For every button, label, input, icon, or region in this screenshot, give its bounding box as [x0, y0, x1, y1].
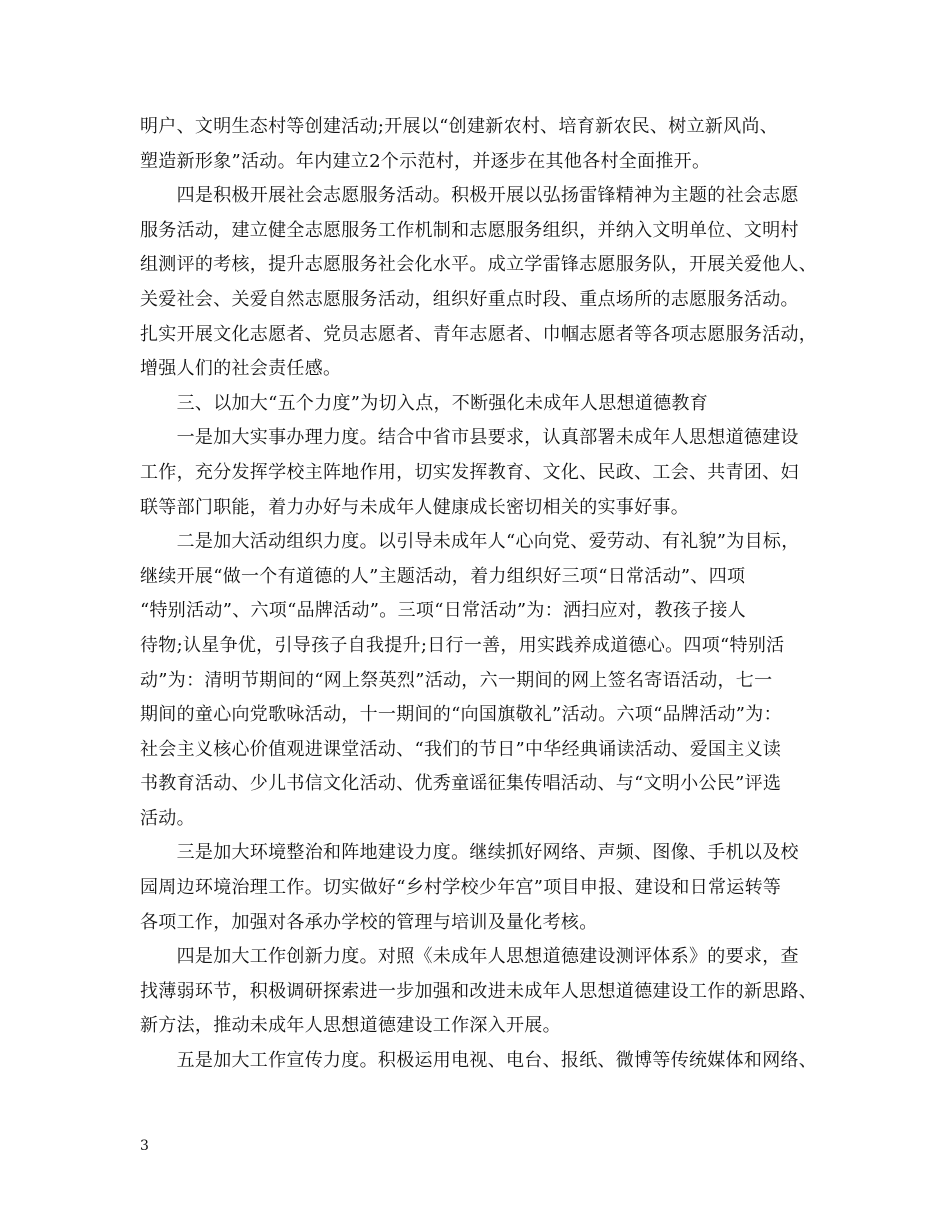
text-line: 书教育活动、少儿书信文化活动、优秀童谣征集传唱活动、与“文明小公民”评选 — [140, 773, 782, 795]
text-line: 一是加大实事办理力度。结合中省市县要求，认真部署未成年人思想道德建设 — [140, 427, 799, 449]
body-text — [140, 110, 818, 1079]
text-line: 社会主义核心价值观进课堂活动、“我们的节日”中华经典诵读活动、爱国主义读 — [140, 738, 782, 760]
text-line: 明户、文明生态村等创建活动;开展以“创建新农村、培育新农民、树立新风尚、 — [140, 116, 779, 137]
text-line: 五是加大工作宣传力度。积极运用电视、电台、报纸、微博等传统媒体和网络、 — [140, 1050, 818, 1072]
text-line: 增强人们的社会责任感。 — [140, 358, 342, 380]
text-line: 园周边环境治理工作。切实做好“乡村学校少年宫”项目申报、建设和日常运转等 — [140, 877, 782, 899]
text-line: 组测评的考核，提升志愿服务社会化水平。成立学雷锋志愿服务队，开展关爱他人、 — [140, 254, 818, 276]
text-line: 期间的童心向党歌咏活动，十一期间的“向国旗敬礼”活动。六项“品牌活动”为： — [140, 704, 782, 726]
text-line: 塑造新形象”活动。年内建立2个示范村，并逐步在其他各村全面推开。 — [140, 150, 711, 172]
text-line: “特别活动”、六项“品牌活动”。三项“日常活动”为：洒扫应对，教孩子接人 — [140, 600, 747, 622]
text-line: 服务活动，建立健全志愿服务工作机制和志愿服务组织，并纳入文明单位、文明村 — [140, 219, 799, 241]
text-line: 新方法，推动未成年人思想道德建设工作深入开展。 — [140, 1015, 561, 1037]
text-line: 扎实开展文化志愿者、党员志愿者、青年志愿者、巾帼志愿者等各项志愿服务活动， — [140, 323, 818, 345]
text-line: 二是加大活动组织力度。以引导未成年人“心向党、爱劳动、有礼貌”为目标， — [140, 531, 800, 553]
text-line: 三是加大环境整治和阵地建设力度。继续抓好网络、声频、图像、手机以及校 — [140, 842, 799, 864]
text-line: 继续开展“做一个有道德的人”主题活动，着力组织好三项“日常活动”、四项 — [140, 565, 746, 587]
text-line: 找薄弱环节，积极调研探索进一步加强和改进未成年人思想道德建设工作的新思路、 — [140, 980, 818, 1002]
page-number: 3 — [140, 1138, 149, 1154]
text-line: 四是积极开展社会志愿服务活动。积极开展以弘扬雷锋精神为主题的社会志愿 — [140, 185, 799, 207]
section-heading: 三、以加大“五个力度”为切入点，不断强化未成年人思想道德教育 — [140, 392, 709, 414]
text-line: 联等部门职能，着力办好与未成年人健康成长密切相关的实事好事。 — [140, 496, 689, 518]
text-line: 工作，充分发挥学校主阵地作用，切实发挥教育、文化、民政、工会、共青团、妇 — [140, 461, 799, 483]
text-line: 待物;认星争优，引导孩子自我提升;日行一善，用实践养成道德心。四项“特别活 — [140, 634, 785, 656]
text-line: 活动。 — [140, 807, 195, 829]
text-line: 四是加大工作创新力度。对照《未成年人思想道德建设测评体系》的要求，查 — [140, 946, 799, 968]
text-line: 动”为：清明节期间的“网上祭英烈”活动，六一期间的网上签名寄语活动，七一 — [140, 669, 773, 691]
text-line: 各项工作，加强对各承办学校的管理与培训及量化考核。 — [140, 911, 598, 933]
text-line: 关爱社会、关爱自然志愿服务活动，组织好重点时段、重点场所的志愿服务活动。 — [140, 288, 799, 310]
